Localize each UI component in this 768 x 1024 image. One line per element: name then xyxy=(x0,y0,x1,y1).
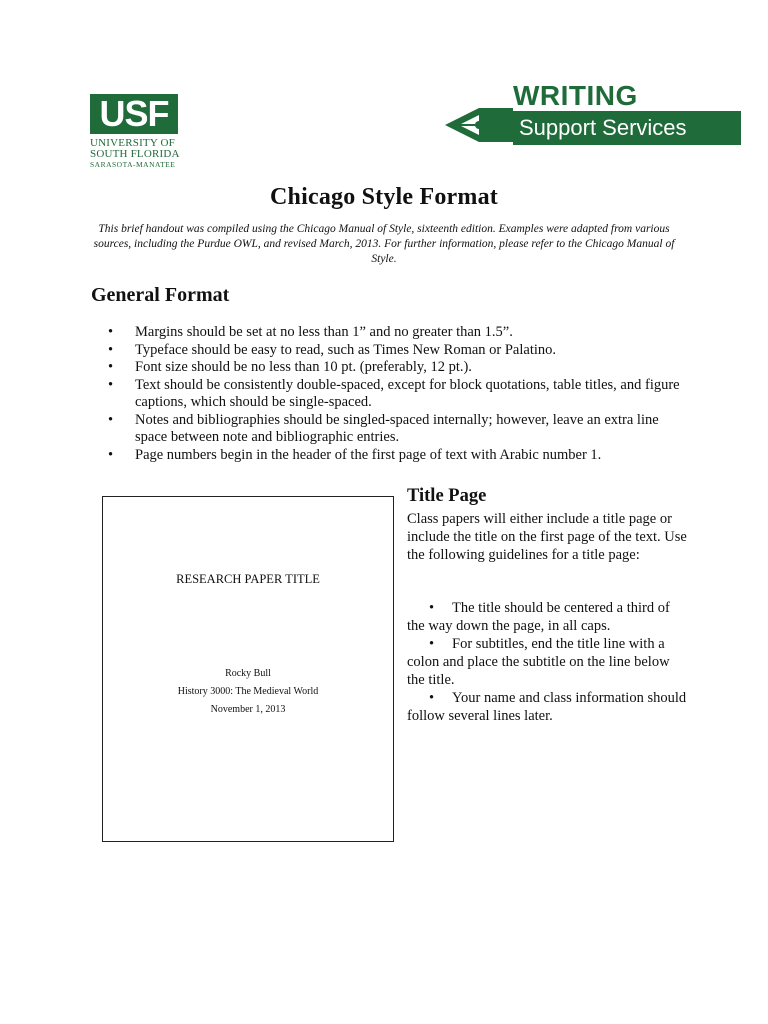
list-item xyxy=(108,447,688,465)
bullet: • xyxy=(108,411,114,428)
pen-nib-icon xyxy=(445,104,513,146)
list-item-text: Page numbers begin in the header of the first page of text with Arabic number 1. xyxy=(135,446,602,463)
list-item-text: The title should be centered a third of the way down the page, in all caps. xyxy=(407,600,670,634)
list-item xyxy=(108,324,688,342)
bullet: • xyxy=(108,324,114,340)
list-item xyxy=(407,689,687,725)
general-format-heading: General Format xyxy=(91,284,230,306)
list-item xyxy=(108,377,688,412)
sample-author-name: Rocky Bull xyxy=(225,668,271,679)
usf-logo-line-2: SOUTH FLORIDA xyxy=(90,148,180,160)
list-item xyxy=(407,635,687,689)
intro-note: This brief handout was compiled using the Chicago Manual of Style, sixteenth edition. Examples were adapted from various sources, including the Purdue OWL, and revised March, 2013. For further information, please refer to the Chicago Manual of Style. xyxy=(93,223,675,265)
bullet: • xyxy=(108,446,114,463)
writing-support-logo xyxy=(445,82,745,148)
list-item xyxy=(407,599,687,635)
list-item-text: Notes and bibliographies should be singled-spaced internally; however, leave an extra line space between note and bibliographic entries. xyxy=(135,411,659,445)
usf-logo-mark: USF xyxy=(90,94,178,134)
usf-logo-campus: SARASOTA-MANATEE xyxy=(90,160,176,169)
bullet: • xyxy=(429,600,435,616)
list-item xyxy=(108,359,688,377)
bullet: • xyxy=(108,359,114,375)
list-item-text: Typeface should be easy to read, such as Times New Roman or Palatino. xyxy=(135,341,557,358)
list-item-text: Font size should be no less than 10 pt. (preferably, 12 pt.). xyxy=(135,359,472,375)
support-services-label: Support Services xyxy=(513,111,741,145)
bullet: • xyxy=(429,636,435,652)
title-page-heading: Title Page xyxy=(407,486,487,506)
title-page-guidelines xyxy=(407,599,687,725)
writing-word: WRITING xyxy=(513,80,638,111)
list-item-text: Your name and class information should follow several lines later. xyxy=(407,690,687,724)
sample-course: History 3000: The Medieval World xyxy=(177,686,319,697)
list-item-text: For subtitles, end the title line with a colon and place the subtitle on the line below the title. xyxy=(407,636,670,688)
title-page-text: Class papers will either include a title page or include the title on the first page of the text. Use the following guidelines for a title page: xyxy=(407,511,687,563)
usf-logo xyxy=(90,94,190,170)
sample-paper-title: RESEARCH PAPER TITLE xyxy=(176,572,320,586)
bullet: • xyxy=(108,341,114,358)
general-format-list xyxy=(108,324,688,464)
sample-date: November 1, 2013 xyxy=(210,704,286,715)
sample-title-page xyxy=(102,496,394,842)
bullet: • xyxy=(429,690,435,706)
usf-logo-line-1: UNIVERSITY OF xyxy=(90,137,175,149)
list-item-text: Text should be consistently double-spaced, except for block quotations, table titles, and figure captions, which should be single-spaced. xyxy=(135,376,680,410)
list-item xyxy=(108,342,688,360)
list-item xyxy=(108,412,688,447)
bullet: • xyxy=(108,376,114,393)
list-item-text: Margins should be set at no less than 1” and no greater than 1.5”. xyxy=(135,324,513,340)
document-title: Chicago Style Format xyxy=(270,184,498,210)
